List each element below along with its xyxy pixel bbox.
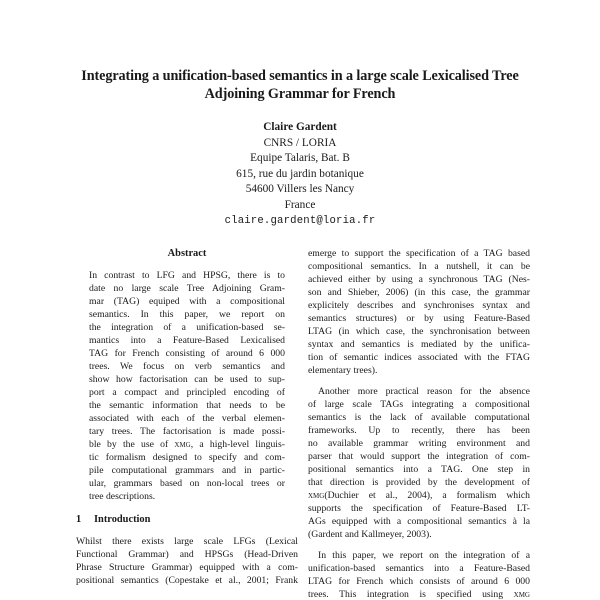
text-line: frameworks. Up to recently, there has been	[308, 425, 530, 436]
text-line: positional semantics (Copestake et al., 2001; Frank	[76, 575, 298, 586]
text-line: semantics structures) or by using Feature-Based	[308, 313, 530, 324]
text-line: supports the specification of Feature-Based LT-	[308, 503, 530, 514]
paper-title	[60, 67, 540, 103]
text-line: parser that would support the integration of com-	[308, 451, 530, 462]
text-line: LTAG for French which consists of around 6 000	[308, 576, 530, 587]
text-line: Whilst there exists large scale LFGs (Lexical	[76, 536, 298, 547]
text-line: semantics is the lack of available computational	[308, 412, 530, 423]
paragraph-gap	[308, 541, 530, 549]
author-block	[150, 120, 450, 229]
text-line: mar (TAG) equiped with a compositional	[89, 296, 285, 307]
text-line: show how factorisation can be used to sup-	[89, 374, 285, 385]
title-line: Integrating a unification-based semantics in a large scale Lexicalised Tree	[81, 68, 519, 84]
text-line: In this paper, we report on the integration of a	[318, 550, 530, 561]
text-line: positional semantics into a TAG. One step in	[308, 464, 530, 475]
introduction-body	[76, 535, 298, 587]
affiliation-line: Equipe Talaris, Bat. B	[250, 152, 350, 165]
paragraph-gap	[308, 377, 530, 385]
text-line: AGs equipped with a compositional semantics à la	[308, 516, 530, 527]
left-column	[76, 247, 298, 587]
text-line: trees. We focus on verb semantics and	[89, 361, 285, 372]
text-line: unification-based semantics into a Feature-Based	[308, 563, 530, 574]
text-line: xmg(Duchier et al., 2004), a formalism which	[308, 490, 530, 501]
text-line: tree descriptions.	[89, 491, 156, 502]
paragraph	[308, 247, 530, 377]
acronym-xmg: xmg	[174, 439, 191, 450]
text-line: the semantic information that needs to be	[89, 400, 285, 411]
text-line: mantics into a Feature-Based Lexicalised	[89, 335, 285, 346]
text-line: ular, grammars based on non-local trees or	[89, 478, 285, 489]
abstract-heading: Abstract	[167, 248, 207, 259]
text-line: explicitely describes and synchronises syntax and	[308, 300, 530, 311]
acronym-xmg: xmg	[308, 490, 325, 501]
text-line: emerge to support the specification of a TAG based	[308, 248, 530, 259]
text-line: Functional Grammar) and HPSGs (Head-Driven	[76, 549, 298, 560]
text-line: syntax and semantics is mediated by the unifica-	[308, 339, 530, 350]
text-line: tary trees. The factorisation is made possi-	[89, 426, 285, 437]
text-line: date no large scale Tree Adjoining Gram-	[89, 283, 285, 294]
text-line: compositional semantics. In a nutshell, it can be	[308, 261, 530, 272]
text-line: Another more practical reason for the absence	[318, 386, 530, 397]
text-line: port a compact and principled encoding of	[89, 387, 285, 398]
text-line: (Gardent and Kallmeyer, 2003).	[308, 529, 432, 540]
paragraph	[308, 385, 530, 541]
abstract-body	[89, 269, 285, 503]
affiliation-line: 54600 Villers les Nancy	[245, 183, 355, 196]
right-column	[308, 247, 530, 600]
text-line: the integration of a unification-based se-	[89, 322, 285, 333]
text-line: ble by the use of xmg, a high-level linguis-	[89, 439, 285, 450]
text-line: associated with each of the verbal elemen-	[89, 413, 285, 424]
affiliation-line: 615, rue du jardin botanique	[236, 167, 364, 180]
paragraph	[308, 549, 530, 600]
text-line: LTAG (in which case, the synchronisation between	[308, 326, 530, 337]
text-line: semantics. In this paper, we report on	[89, 309, 285, 320]
text-line: no available grammar writing environment and	[308, 438, 530, 449]
affiliation-line: France	[284, 198, 316, 211]
text-line: tic formalism designed to specify and com-	[89, 452, 285, 463]
text-line: In contrast to LFG and HPSG, there is to	[89, 270, 285, 281]
title-line: Adjoining Grammar for French	[204, 86, 396, 102]
section-heading-introduction	[76, 513, 298, 526]
author-email[interactable]: claire.gardent@loria.fr	[224, 214, 376, 227]
text-line: Phrase Structure Grammar) equipped with a com-	[76, 562, 298, 573]
text-line: elementary trees).	[308, 365, 378, 376]
acronym-xmg: xmg	[513, 589, 530, 600]
text-line: pile computational grammars and in partic-	[89, 465, 285, 476]
text-line: of large scale TAGs integrating a compositional	[308, 399, 530, 410]
text-line: that direction is provided by the development of	[308, 477, 530, 488]
section-title: Introduction	[94, 514, 151, 525]
text-line: achieved either by using a synchronous TAG (Nes-	[308, 274, 530, 285]
section-number: 1	[76, 514, 82, 525]
affiliation-line: CNRS / LORIA	[263, 136, 337, 149]
author-name: Claire Gardent	[263, 121, 337, 133]
text-line: son and Shieber, 2006) (in this case, the grammar	[308, 287, 530, 298]
text-line: trees. This integration is specified using xmg	[308, 589, 530, 600]
text-line: tion of semantic indices associated with the FTAG	[308, 352, 530, 363]
text-line: TAG for French consisting of around 6 000	[89, 348, 285, 359]
